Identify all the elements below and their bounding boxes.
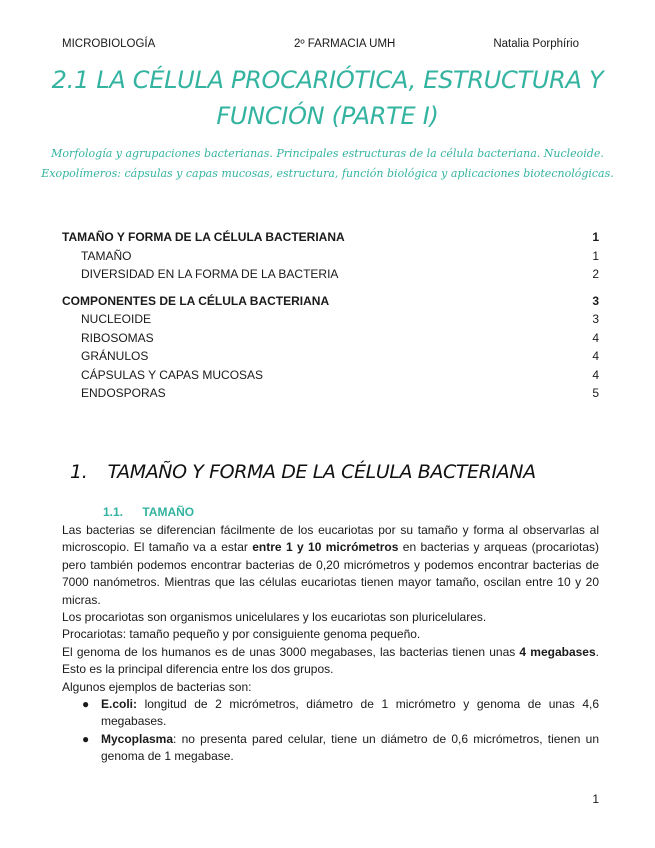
title-line-1: 2.1 LA CÉLULA PROCARIÓTICA, ESTRUCTURA Y xyxy=(51,66,604,94)
toc-label: DIVERSIDAD EN LA FORMA DE LA BACTERIA xyxy=(81,267,339,281)
toc-entry-capsulas[interactable] xyxy=(62,366,599,385)
toc-label: COMPONENTES DE LA CÉLULA BACTERIANA xyxy=(62,293,330,308)
paragraph-unicellular: Los procariotas son organismos unicelulares y los eucariotas son pluricelulares. xyxy=(62,610,487,625)
list-item-mycoplasma: ● Mycoplasma: no presenta pared celular, tiene un diámetro de 0,6 micrómetros, tienen un genoma de 1 megabase. xyxy=(82,731,599,764)
toc-label: TAMAÑO Y FORMA DE LA CÉLULA BACTERIANA xyxy=(62,230,345,244)
paragraph-genome: El genoma de los humanos es de unas 3000 megabases, las bacterias tienen unas 4 megabases. Esto es la principal diferencia entre los dos grupos. xyxy=(62,644,599,677)
title-line-2: FUNCIÓN (PARTE I) xyxy=(216,102,439,130)
table-of-contents xyxy=(62,228,599,403)
toc-entry-section-1[interactable] xyxy=(62,228,599,247)
header-course: MICROBIOLOGÍA xyxy=(62,38,156,50)
subsection-number: 1.1. xyxy=(103,505,124,519)
toc-entry-diversidad[interactable] xyxy=(62,265,599,284)
subsection-heading-1-1 xyxy=(103,505,194,519)
document-subtitle xyxy=(40,144,615,184)
toc-page: 4 xyxy=(592,330,599,345)
section-number: 1. xyxy=(70,461,88,483)
toc-entry-granulos[interactable] xyxy=(62,347,599,366)
bullet-icon: ● xyxy=(82,697,90,712)
toc-page: 2 xyxy=(592,267,599,281)
toc-entry-endosporas[interactable] xyxy=(62,384,599,403)
toc-page: 4 xyxy=(592,349,599,363)
toc-label: NUCLEOIDE xyxy=(81,312,152,326)
paragraph-prokaryotes: Procariotas: tamaño pequeño y por consiguiente genoma pequeño. xyxy=(62,627,421,642)
body-text xyxy=(62,522,599,766)
toc-page: 3 xyxy=(592,312,599,326)
toc-label: TAMAÑO xyxy=(81,248,132,263)
header-author: Natalia Porphírio xyxy=(493,38,579,50)
toc-entry-tamano[interactable] xyxy=(62,247,599,266)
section-title: TAMAÑO Y FORMA DE LA CÉLULA BACTERIANA xyxy=(107,461,536,483)
toc-page: 1 xyxy=(592,230,599,244)
document-title xyxy=(40,62,615,134)
section-heading-1 xyxy=(70,461,536,483)
list-item-ecoli: ● E.coli: longitud de 2 micrómetros, diámetro de 1 micrómetro y genoma de unas 4,6 megabases. xyxy=(82,697,599,729)
examples-list xyxy=(62,696,599,766)
subtitle-line-1: Morfología y agrupaciones bacterianas. Principales estructuras de la célula bacteriana. Nucleoide. xyxy=(51,147,604,160)
toc-label: CÁPSULAS Y CAPAS MUCOSAS xyxy=(81,367,264,382)
toc-page: 1 xyxy=(592,248,599,263)
paragraph-examples: Algunos ejemplos de bacterias son: xyxy=(62,679,252,694)
toc-entry-section-2[interactable] xyxy=(62,292,599,311)
bullet-icon: ● xyxy=(82,731,90,746)
toc-page: 4 xyxy=(592,367,599,382)
toc-page: 3 xyxy=(592,293,599,308)
paragraph-size: Las bacterias se diferencian fácilmente de los eucariotas por su tamaño y forma al observarlas al microscopio. El tamaño va a estar entre 1 y 10 micrómetros en bacterias y arqueas (procariotas) pero también podemos encontrar bacterias de 0,20 micrómetros y podemos encontrar bacterias de 7000 nanómetros. Mientras que las células eucariotas tienen mayor tamaño, oscilan entre 10 y 20 micras. xyxy=(62,523,600,607)
toc-entry-nucleoide[interactable] xyxy=(62,310,599,329)
page-header xyxy=(62,38,593,54)
toc-page: 5 xyxy=(592,386,599,400)
toc-entry-ribosomas[interactable] xyxy=(62,329,599,348)
subsection-title: TAMAÑO xyxy=(142,505,195,519)
subtitle-line-2: Exopolímeros: cápsulas y capas mucosas, estructura, función biológica y aplicaciones biotecnológicas. xyxy=(41,167,614,180)
page-number: 1 xyxy=(592,792,599,806)
header-program: 2º FARMACIA UMH xyxy=(294,38,396,50)
toc-label: ENDOSPORAS xyxy=(81,386,166,400)
toc-label: RIBOSOMAS xyxy=(81,330,154,345)
toc-label: GRÁNULOS xyxy=(81,349,149,363)
